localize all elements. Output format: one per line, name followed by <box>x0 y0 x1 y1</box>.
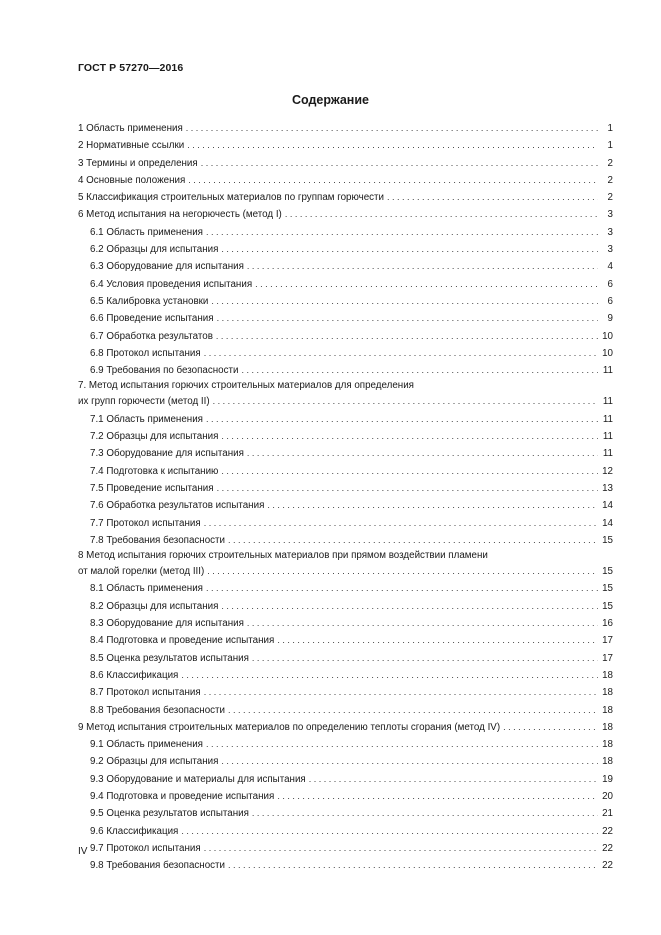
toc-entry-page: 11 <box>602 431 613 443</box>
toc-entry-page: 22 <box>602 860 613 872</box>
toc-entry-page: 17 <box>602 652 613 664</box>
toc-entry-page: 3 <box>607 244 613 256</box>
dot-leader <box>211 293 598 309</box>
dot-leader <box>204 515 598 531</box>
toc-entry[interactable] <box>78 172 613 189</box>
toc-entry-page: 9 <box>607 313 613 325</box>
toc-entry[interactable] <box>78 328 613 345</box>
toc-entry-label: 9.1 Область применения <box>90 739 203 751</box>
toc-entry-page: 15 <box>602 534 613 546</box>
toc-entry-label: 7.5 Проведение испытания <box>90 482 214 494</box>
dot-leader <box>207 563 598 579</box>
dot-leader <box>247 445 598 461</box>
toc-entry-page: 13 <box>602 482 613 494</box>
toc-entry[interactable] <box>78 788 613 805</box>
toc-entry-label: 9.8 Требования безопасности <box>90 860 226 872</box>
dot-leader <box>221 463 598 479</box>
toc-entry-label-line1: 8 Метод испытания горючих строительных материалов при прямом воздействии пламени <box>78 550 488 562</box>
toc-entry[interactable] <box>78 684 613 701</box>
dot-leader <box>206 224 598 240</box>
toc-entry[interactable] <box>78 823 613 840</box>
dot-leader <box>204 345 598 361</box>
toc-entry-label: 8.5 Оценка результатов испытания <box>90 652 249 664</box>
toc-entry[interactable] <box>78 428 613 445</box>
toc-entry-label: их групп горючести (метод II) <box>78 396 210 408</box>
dot-leader <box>206 411 598 427</box>
toc-entry-page: 18 <box>602 669 613 681</box>
toc-entry-page: 2 <box>607 157 613 169</box>
toc-entry-label: 6.3 Оборудование для испытания <box>90 261 244 273</box>
toc-entry-label: 8.4 Подготовка и проведение испытания <box>90 635 275 647</box>
toc-entry-label: 7.1 Область применения <box>90 413 203 425</box>
toc-entry-page: 3 <box>607 209 613 221</box>
toc-entry-page: 11 <box>602 448 613 460</box>
toc-entry[interactable] <box>78 805 613 822</box>
toc-entry-page: 18 <box>602 687 613 699</box>
toc-entry[interactable] <box>78 771 613 788</box>
toc-entry-page: 6 <box>607 278 613 290</box>
toc-entry-label: 8.2 Образцы для испытания <box>90 600 219 612</box>
toc-entry-page: 11 <box>602 365 613 377</box>
toc-entry-page: 15 <box>602 583 613 595</box>
toc-entry[interactable] <box>78 411 613 428</box>
toc-entry[interactable] <box>78 840 613 857</box>
toc-entry-label: 9.5 Оценка результатов испытания <box>90 808 249 820</box>
toc-entry-page: 16 <box>602 618 613 630</box>
toc-entry[interactable] <box>78 615 613 632</box>
toc-entry[interactable] <box>78 345 613 362</box>
dot-leader <box>217 480 598 496</box>
dot-leader <box>247 258 598 274</box>
toc-entry-label: 9.6 Классификация <box>90 825 179 837</box>
dot-leader <box>221 598 598 614</box>
toc-entry[interactable] <box>78 463 613 480</box>
dot-leader <box>216 328 598 344</box>
dot-leader <box>228 702 598 718</box>
dot-leader <box>206 736 598 752</box>
dot-leader <box>217 310 598 326</box>
toc-entry-page: 1 <box>607 140 613 152</box>
toc-entry-label: 7.4 Подготовка к испытанию <box>90 465 219 477</box>
toc-entry-page: 11 <box>602 396 613 408</box>
toc-entry-label: от малой горелки (метод III) <box>78 566 205 578</box>
dot-leader <box>241 362 598 378</box>
toc-entry-label: 9.7 Протокол испытания <box>90 842 201 854</box>
toc-entry-page: 14 <box>602 517 613 529</box>
dot-leader <box>201 155 598 171</box>
dot-leader <box>277 788 598 804</box>
toc-entry-label: 7.6 Обработка результатов испытания <box>90 500 265 512</box>
dot-leader <box>188 172 598 188</box>
toc-entry-label: 6.5 Калибровка установки <box>90 295 209 307</box>
dot-leader <box>228 857 598 873</box>
toc-entry-label: 3 Термины и определения <box>78 157 198 169</box>
page-title: Содержание <box>291 93 369 107</box>
toc-entry-page: 19 <box>602 773 613 785</box>
toc-entry[interactable] <box>78 362 613 379</box>
toc-entry-page: 10 <box>602 330 613 342</box>
dot-leader <box>204 840 598 856</box>
toc-entry[interactable] <box>78 632 613 649</box>
toc-entry[interactable] <box>78 241 613 258</box>
toc-entry[interactable] <box>78 189 613 206</box>
toc-entry-page: 18 <box>602 756 613 768</box>
toc-entry-label: 7.8 Требования безопасности <box>90 534 226 546</box>
dot-leader <box>221 753 598 769</box>
dot-leader <box>213 393 598 409</box>
toc-entry-label: 4 Основные положения <box>78 174 186 186</box>
toc-entry[interactable] <box>78 480 613 497</box>
toc-entry-page: 17 <box>602 635 613 647</box>
dot-leader <box>252 805 598 821</box>
toc-entry-page: 1 <box>607 123 613 134</box>
toc-entry-label: 8.7 Протокол испытания <box>90 687 201 699</box>
toc-entry-label: 9.3 Оборудование и материалы для испытания <box>90 773 306 785</box>
toc-entry-page: 4 <box>607 261 613 273</box>
toc-entry-label: 6.1 Область применения <box>90 226 203 238</box>
toc-entry-page: 22 <box>602 842 613 854</box>
dot-leader <box>221 241 598 257</box>
toc-entry[interactable] <box>78 379 613 410</box>
toc-entry-page: 15 <box>602 566 613 578</box>
toc-entry-page: 6 <box>607 295 613 307</box>
toc-entry-page: 21 <box>602 808 613 820</box>
toc-entry-label: 1 Область применения <box>78 123 183 134</box>
toc-entry-label: 7.2 Образцы для испытания <box>90 431 219 443</box>
toc-entry-label: 8.3 Оборудование для испытания <box>90 618 244 630</box>
toc-entry[interactable] <box>78 753 613 770</box>
toc-entry-page: 18 <box>602 739 613 751</box>
toc-entry[interactable] <box>78 650 613 667</box>
toc-entry[interactable] <box>78 224 613 241</box>
toc-entry[interactable] <box>78 276 613 293</box>
toc-entry-page: 18 <box>602 721 613 733</box>
toc-entry[interactable] <box>78 206 613 223</box>
toc-entry[interactable] <box>78 137 613 154</box>
toc-entry[interactable] <box>78 120 613 137</box>
toc-entry-page: 12 <box>602 465 613 477</box>
dot-leader <box>247 615 598 631</box>
toc-entry[interactable] <box>78 497 613 514</box>
toc-entry-label: 9 Метод испытания строительных материалов по определению теплоты сгорания (метод IV) <box>78 721 501 733</box>
dot-leader <box>387 189 598 205</box>
toc-entry[interactable] <box>78 702 613 719</box>
standard-header: ГОСТ Р 57270—2016 <box>78 62 184 74</box>
toc-entry[interactable] <box>78 258 613 275</box>
toc-entry-page: 20 <box>602 790 613 802</box>
toc-entry-label: 8.1 Область применения <box>90 583 203 595</box>
dot-leader <box>181 667 598 683</box>
page-number: IV <box>78 846 88 857</box>
toc-entry[interactable] <box>78 310 613 327</box>
dot-leader <box>255 276 598 292</box>
toc-entry-label: 7.7 Протокол испытания <box>90 517 201 529</box>
dot-leader <box>187 137 598 153</box>
table-of-contents <box>78 120 613 874</box>
toc-entry[interactable] <box>78 857 613 874</box>
toc-entry-label: 6.8 Протокол испытания <box>90 347 201 359</box>
toc-entry-label: 2 Нормативные ссылки <box>78 140 185 152</box>
dot-leader <box>206 580 598 596</box>
toc-entry-page: 11 <box>602 413 613 425</box>
toc-entry[interactable] <box>78 719 613 736</box>
toc-entry-label: 8.8 Требования безопасности <box>90 704 226 716</box>
toc-entry-page: 22 <box>602 825 613 837</box>
toc-entry-label: 6.7 Обработка результатов <box>90 330 213 342</box>
toc-entry-label: 9.4 Подготовка и проведение испытания <box>90 790 275 802</box>
dot-leader <box>285 206 598 222</box>
toc-entry-label: 5 Классификация строительных материалов по группам горючести <box>78 192 385 204</box>
toc-entry[interactable] <box>78 155 613 172</box>
toc-entry[interactable] <box>78 515 613 532</box>
toc-entry[interactable] <box>78 532 613 549</box>
toc-entry-page: 2 <box>607 174 613 186</box>
toc-entry[interactable] <box>78 549 613 580</box>
toc-entry-label-line1: 7. Метод испытания горючих строительных материалов для определения <box>78 380 414 392</box>
toc-entry-label: 6.9 Требования по безопасности <box>90 365 239 377</box>
toc-entry-page: 14 <box>602 500 613 512</box>
toc-entry-page: 18 <box>602 704 613 716</box>
toc-entry-label: 9.2 Образцы для испытания <box>90 756 219 768</box>
dot-leader <box>309 771 598 787</box>
toc-entry-label: 8.6 Классификация <box>90 669 179 681</box>
toc-entry-label: 6.2 Образцы для испытания <box>90 244 219 256</box>
dot-leader <box>221 428 598 444</box>
toc-entry-label: 6 Метод испытания на негорючесть (метод I) <box>78 209 282 221</box>
toc-entry[interactable] <box>78 445 613 462</box>
toc-entry[interactable] <box>78 667 613 684</box>
toc-entry[interactable] <box>78 580 613 597</box>
toc-entry-page: 3 <box>607 226 613 238</box>
toc-entry-page: 15 <box>602 600 613 612</box>
toc-entry-label: 6.6 Проведение испытания <box>90 313 214 325</box>
toc-entry[interactable] <box>78 736 613 753</box>
toc-entry[interactable] <box>78 598 613 615</box>
dot-leader <box>277 632 598 648</box>
dot-leader <box>252 650 598 666</box>
dot-leader <box>204 684 598 700</box>
toc-entry-page: 2 <box>607 192 613 204</box>
dot-leader <box>186 120 598 136</box>
toc-entry-page: 10 <box>602 347 613 359</box>
dot-leader <box>228 532 598 548</box>
toc-entry-label: 7.3 Оборудование для испытания <box>90 448 244 460</box>
dot-leader <box>503 719 598 735</box>
dot-leader <box>267 497 598 513</box>
toc-entry[interactable] <box>78 293 613 310</box>
toc-entry-label: 6.4 Условия проведения испытания <box>90 278 253 290</box>
dot-leader <box>181 823 598 839</box>
